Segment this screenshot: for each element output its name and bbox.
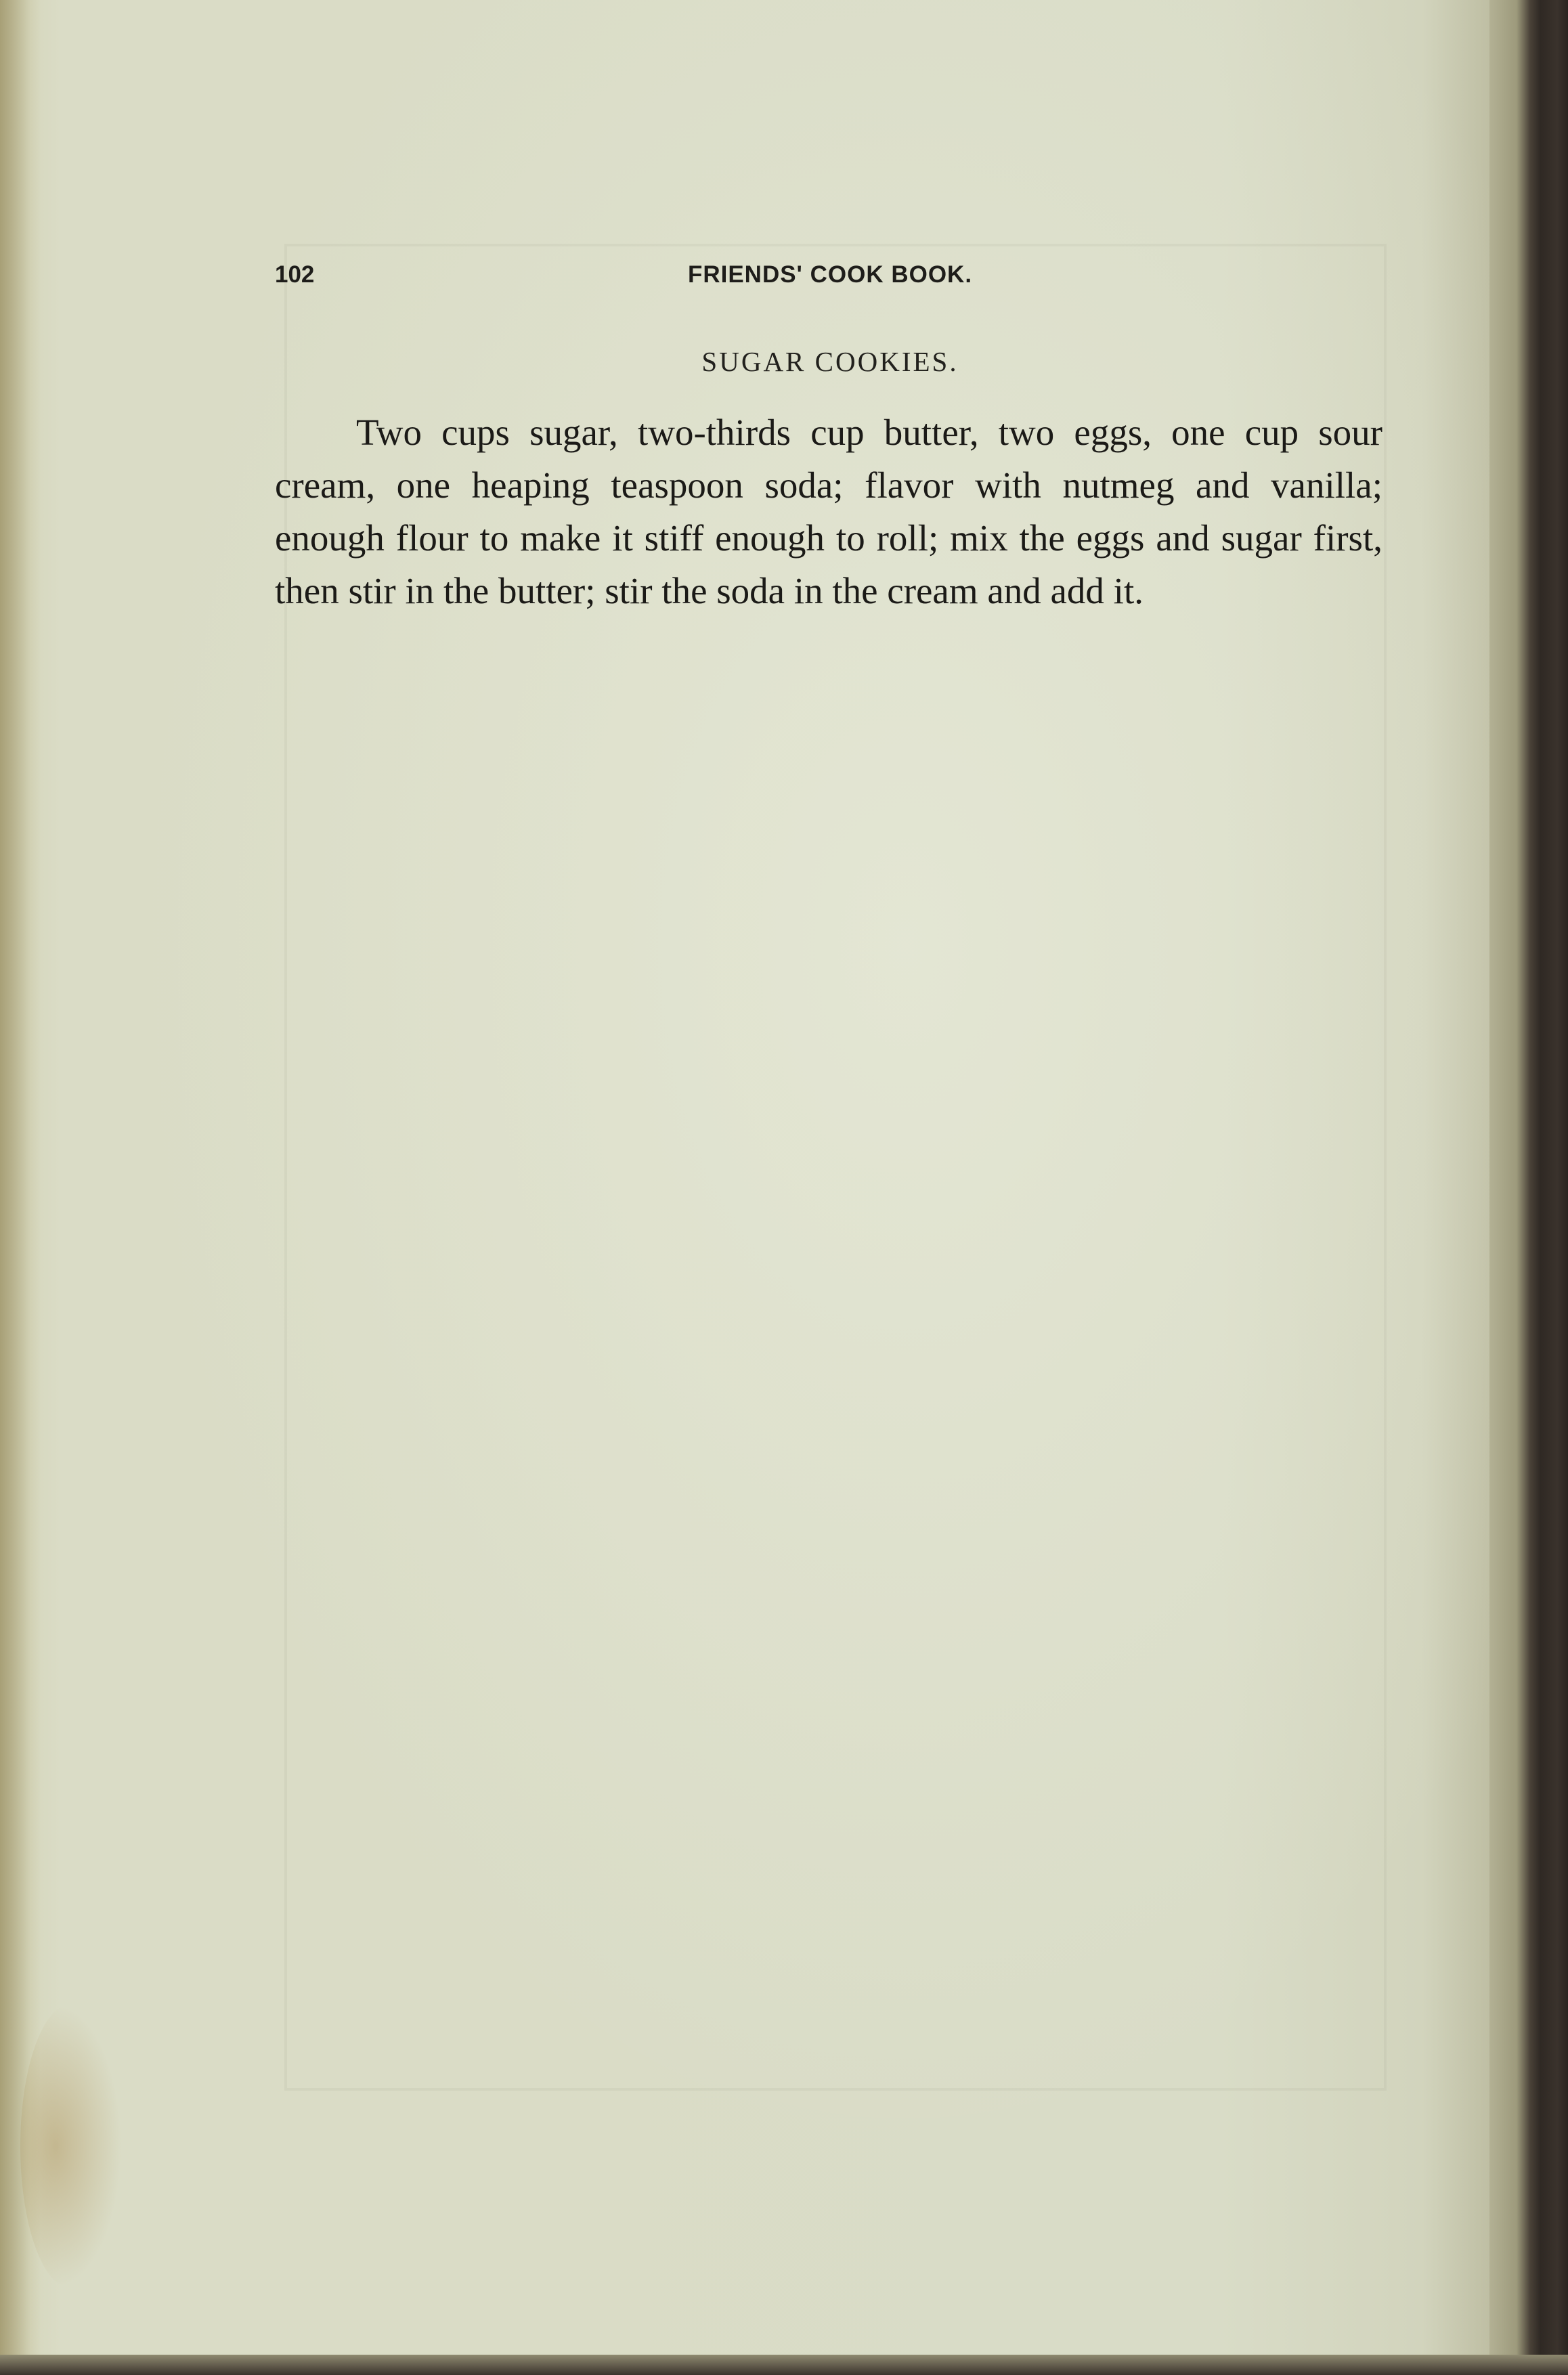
gutter-shadow (0, 0, 41, 2363)
page-number: 102 (275, 261, 315, 288)
book-cover-edge (1489, 0, 1568, 2375)
book-bottom-edge (0, 2355, 1568, 2375)
foxing-stain (20, 2004, 122, 2288)
running-header (275, 261, 1385, 295)
recipe-body: Two cups sugar, two-thirds cup butter, two eggs, one cup sour cream, one heaping teaspoon soda; flavor with nutmeg and vanilla; enough flour to make it stiff enough to roll; mix the eggs and sugar first, then stir in the butter; stir the soda in the cream and add it. (275, 412, 1382, 611)
running-title: FRIENDS' COOK BOOK. (687, 261, 973, 288)
recipe-title: SUGAR COOKIES. (701, 346, 959, 377)
